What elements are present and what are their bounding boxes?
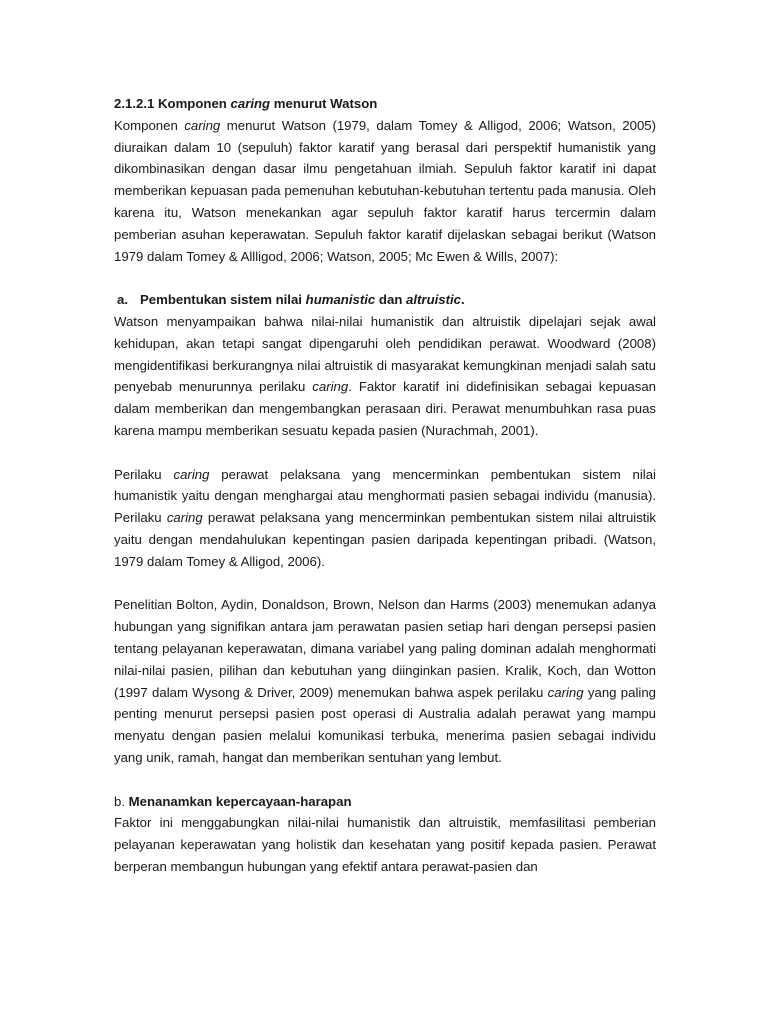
- section-heading-italic: caring: [230, 96, 271, 111]
- item-a-paragraph-1: Watson menyampaikan bahwa nilai-nilai humanistik dan altruistik dipelajari sejak awal kehidupan, akan tetapi sangat dipengaruhi oleh pendidikan perawat. Woodward (2008) mengidentifikasi berkurangnya nilai altruistik di masyarakat kemungkinan menjadi salah satu penyebab menurunnya perilaku caring. Faktor karatif ini didefinisikan sebagai kepuasan dalam memberikan dan mengembangkan perasaan diri. Perawat menumbuhkan rasa puas karena mampu memberikan sesuatu kepada pasien (Nurachmah, 2001).: [114, 313, 657, 438]
- intro-paragraph: Komponen caring menurut Watson (1979, dalam Tomey & Alligod, 2006; Watson, 2005) diuraikan dalam 10 (sepuluh) faktor karatif yang berasal dari perspektif humanistik yang dikombinasikan dengan dasar ilmu pengetahuan ilmiah. Sepuluh faktor karatif ini dapat memberikan kepuasan pada pemenuhan kebutuhan-kebutuhan tertentu pada manusia. Oleh karena itu, Watson menekankan agar sepuluh faktor karatif harus tercermin dalam pemberian asuhan keperawatan. Sepuluh faktor karatif dijelaskan sebagai berikut (Watson 1979 dalam Tomey & Allligod, 2006; Watson, 2005; Mc Ewen & Wills, 2007):: [114, 117, 657, 264]
- document-page: [114, 93, 656, 878]
- item-a-paragraph-3: Penelitian Bolton, Aydin, Donaldson, Brown, Nelson dan Harms (2003) menemukan adanya hubungan yang signifikan antara jam perawatan pasien setiap hari dengan persepsi pasien tentang pelayanan keperawatan, dimana variabel yang paling dominan adalah menghormati nilai-nilai pasien, pilihan dan kebutuhan yang diinginkan pasien. Kralik, Koch, dan Wotton (1997 dalam Wysong & Driver, 2009) menemukan bahwa aspek perilaku caring yang paling penting menurut persepsi pasien post operasi di Australia adalah perawat yang mampu menyatu dengan pasien melalui komunikasi terbuka, menerima pasien sebagai individu yang unik, ramah, hangat dan memberikan sentuhan yang lembut.: [114, 597, 657, 765]
- spacer: [114, 769, 656, 791]
- item-b-title: Menanamkan kepercayaan-harapan: [128, 793, 352, 809]
- item-b-paragraph-1: Faktor ini menggabungkan nilai-nilai humanistik dan altruistik, memfasilitasi pemberian pelayanan keperawatan yang holistik dan kesehatan yang positif kepada pasien. Perawat berperan membangun hubungan yang efektif antara perawat-pasien dan: [114, 815, 656, 874]
- item-a-marker: a.: [117, 292, 128, 308]
- spacer: [114, 442, 656, 464]
- section-heading-rest: menurut Watson: [270, 96, 378, 111]
- spacer: [114, 267, 656, 289]
- item-b-marker: b.: [114, 793, 129, 809]
- section-heading-number: 2.1.2.1 Komponen: [114, 96, 231, 111]
- item-b-heading: [114, 791, 656, 813]
- item-a-paragraph-2: Perilaku caring perawat pelaksana yang mencerminkan pembentukan sistem nilai humanistik yaitu dengan menghargai atau menghormati pasien sebagai individu (manusia). Perilaku caring perawat pelaksana yang mencerminkan pembentukan sistem nilai altruistik yaitu dengan mendahulukan kepentingan pasien daripada kepentingan pribadi. (Watson, 1979 dalam Tomey & Alligod, 2006).: [114, 466, 656, 569]
- spacer: [114, 573, 656, 595]
- section-heading: [114, 93, 656, 115]
- item-a-heading: a. Pembentukan sistem nilai humanistic dan altruistic.: [114, 289, 656, 311]
